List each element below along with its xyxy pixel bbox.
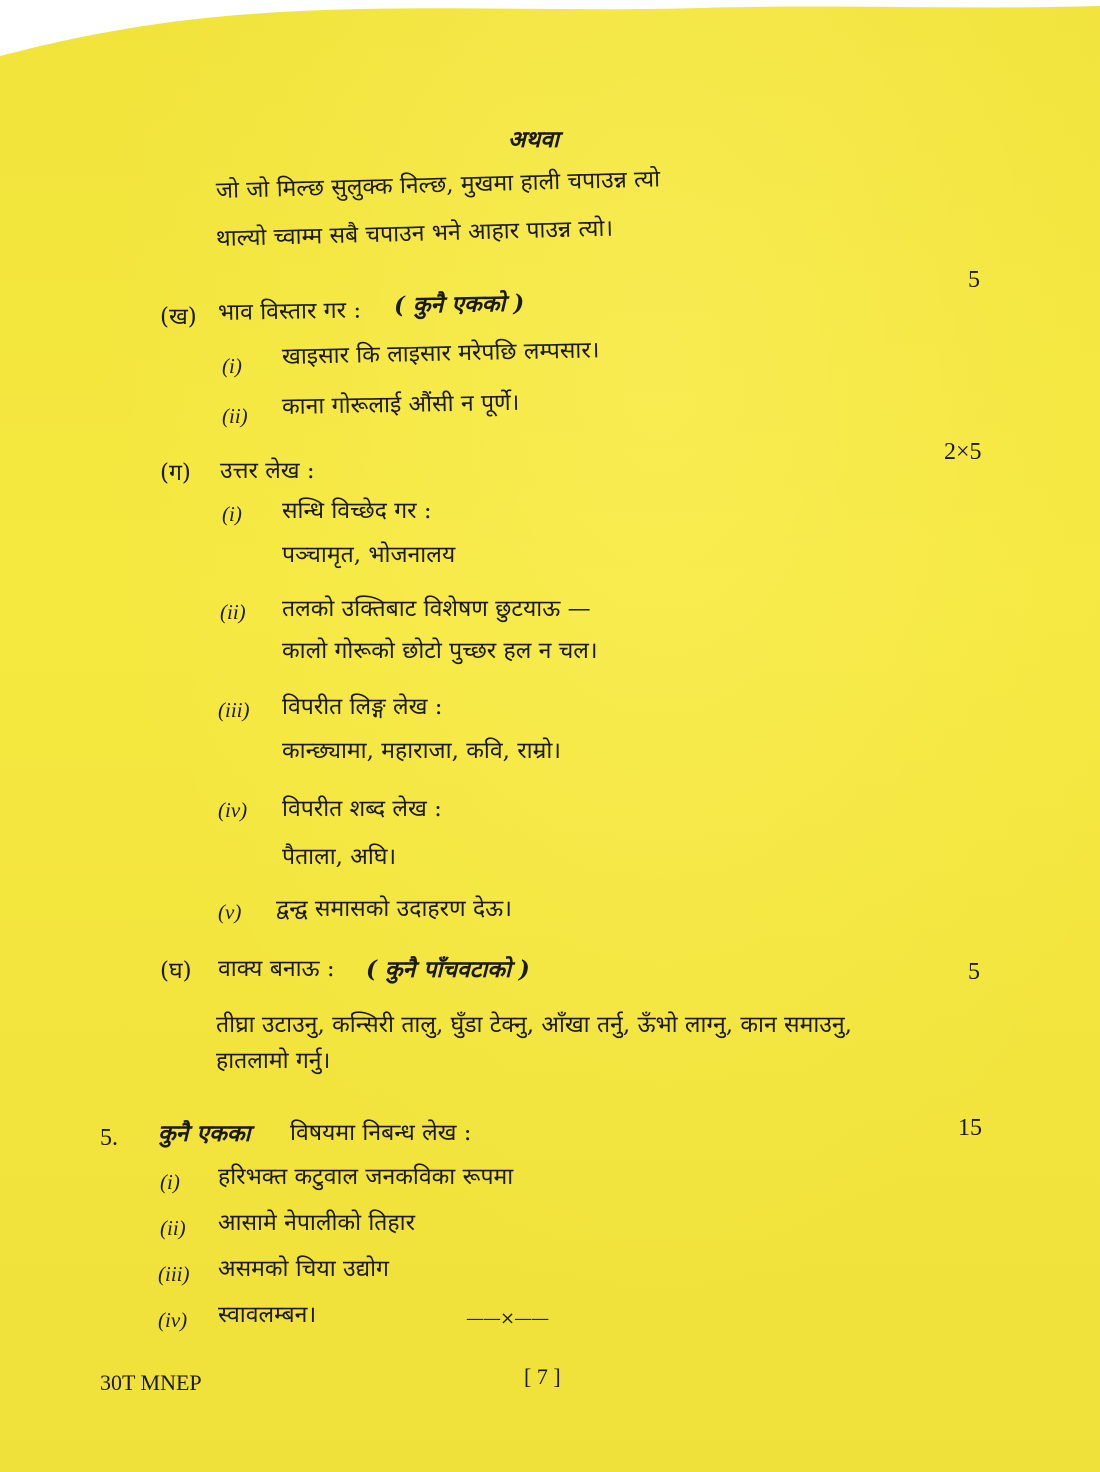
ga-item-2-text: तलको उक्तिबाट विशेषण छुटयाऊ —	[282, 596, 591, 622]
gha-note: ( कुनै पाँचवटाको )	[366, 956, 530, 983]
kha-note: ( कुनै एकको )	[393, 289, 525, 319]
poem-line-2: थाल्यो च्वाम्म सबै चपाउन भने आहार पाउन्न त्यो।	[215, 215, 614, 252]
kha-item-2-num: (ii)	[222, 404, 248, 428]
q5-item-1-num: (i)	[160, 1170, 180, 1194]
kha-item-1-text: खाइसार कि लाइसार मरेपछि लम्पसार।	[281, 337, 600, 370]
ga-item-4-text: विपरीत शब्द लेख :	[282, 796, 442, 822]
q5-item-2-num: (ii)	[160, 1216, 186, 1240]
ga-item-2-num: (ii)	[220, 600, 246, 624]
ga-item-1-text: सन्धि विच्छेद गर :	[282, 498, 432, 524]
ga-item-4-num: (iv)	[218, 798, 248, 822]
kha-marks: 2×5	[944, 439, 982, 465]
ga-item-3-num: (iii)	[218, 698, 250, 722]
ga-item-3-text: विपरीत लिङ्ग लेख :	[282, 694, 443, 720]
ga-instruction: उत्तर लेख :	[220, 458, 315, 484]
poem-marks: 5	[968, 267, 980, 293]
ga-item-2-sub: कालो गोरूको छोटो पुच्छर हल न चल।	[282, 638, 598, 664]
q5-item-3-num: (iii)	[158, 1262, 190, 1286]
ga-label: (ग)	[160, 460, 191, 486]
ga-item-5-text: द्वन्द्व समासको उदाहरण देऊ।	[276, 896, 512, 922]
ga-item-5-num: (v)	[218, 900, 242, 924]
q5-lead: कुनै एकका	[158, 1120, 251, 1147]
gha-words-line-2: हातलामो गर्नु।	[216, 1048, 331, 1074]
ga-item-1-sub: पञ्चामृत, भोजनालय	[282, 542, 456, 568]
ga-item-3-sub: कान्छ्यामा, महाराजा, कवि, राम्रो।	[282, 738, 562, 764]
gha-marks: 5	[968, 959, 980, 985]
gha-instruction: वाक्य बनाऊ :	[218, 956, 335, 982]
kha-instruction: भाव विस्तार गर :	[217, 297, 362, 326]
q5-item-2-text: आसामे नेपालीको तिहार	[218, 1210, 415, 1236]
q5-item-4-num: (iv)	[158, 1308, 188, 1332]
footer-paper-code: 30T MNEP	[100, 1370, 202, 1395]
athawa-heading: अथवा	[508, 126, 560, 153]
q5-item-3-text: असमको चिया उद्योग	[218, 1256, 389, 1282]
q5-instruction: विषयमा निबन्ध लेख :	[290, 1120, 472, 1146]
ga-item-4-sub: पैताला, अघि।	[282, 844, 397, 870]
ga-item-1-num: (i)	[222, 502, 242, 526]
kha-item-1-num: (i)	[222, 354, 242, 378]
gha-words-line-1: तीघ्रा उटाउनु, कन्सिरी तालु, घुँडा टेक्नु, आँखा तर्नु, ऊँभो लाग्नु, कान समाउनु,	[216, 1012, 852, 1038]
gha-label: (घ)	[160, 958, 192, 984]
torn-paper-edge	[0, 0, 1100, 60]
q5-item-4-text: स्वावलम्बन।	[218, 1302, 317, 1328]
end-marker: ——×——	[466, 1308, 549, 1329]
q5-number: 5.	[100, 1125, 118, 1151]
footer-page-number: [ 7 ]	[524, 1364, 561, 1389]
q5-item-1-text: हरिभक्त कटुवाल जनकविका रूपमा	[218, 1164, 514, 1190]
q5-marks: 15	[958, 1115, 982, 1141]
kha-item-2-text: काना गोरूलाई औंसी न पूर्णे।	[281, 389, 520, 420]
kha-label: (ख)	[160, 304, 197, 330]
poem-line-1: जो जो मिल्छ सुलुक्क निल्छ, मुखमा हाली चपाउन्न त्यो	[215, 166, 661, 204]
